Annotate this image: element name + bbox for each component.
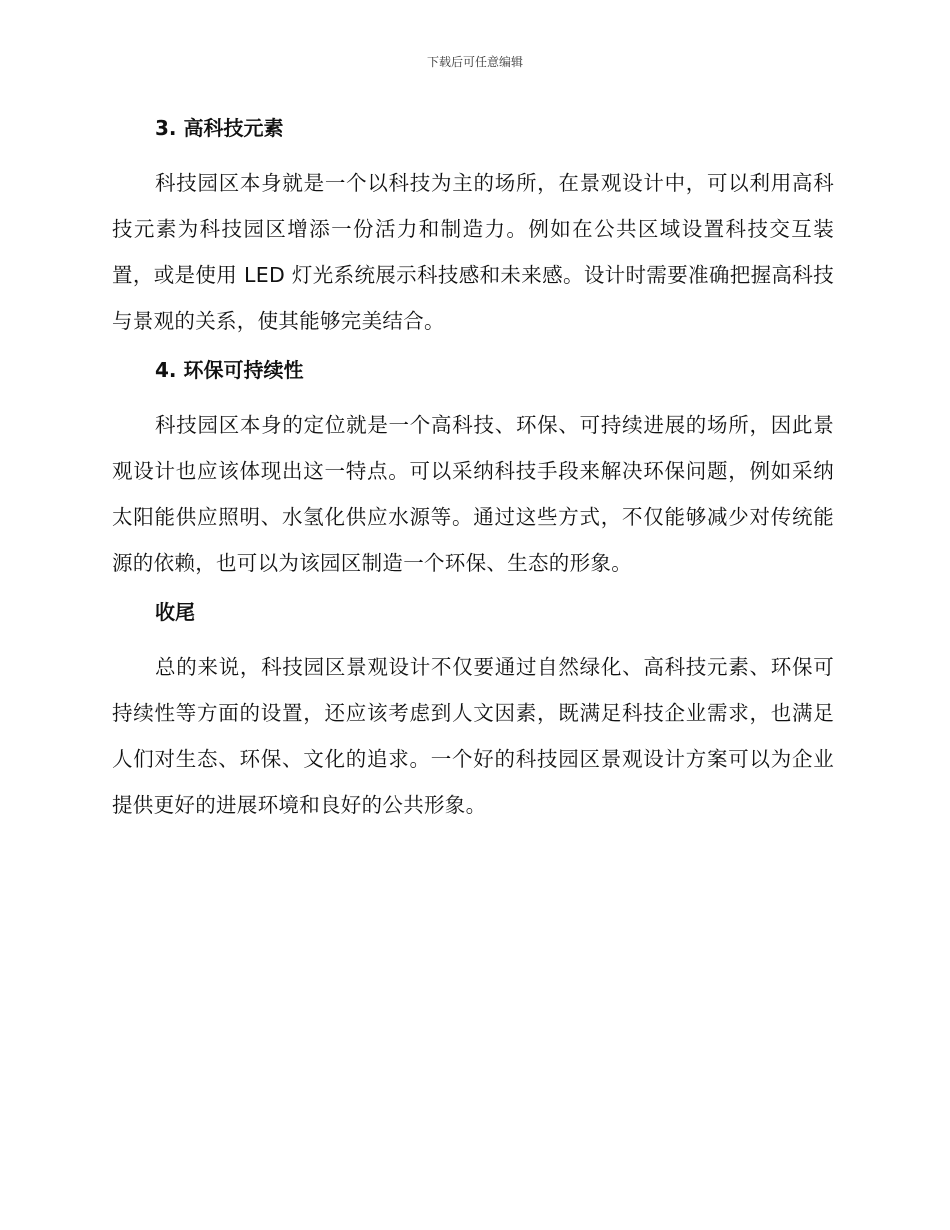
section-sustainability: [112, 354, 834, 586]
section-paragraph: 总的来说，科技园区景观设计不仅要通过自然绿化、高科技元素、环保可持续性等方面的设置，还应该考虑到人文因素，既满足科技企业需求，也满足人们对生态、环保、文化的追求。一个好的科技园区景观设计方案可以为企业提供更好的进展环境和良好的公共形象。: [112, 655, 834, 817]
section-conclusion: [112, 596, 834, 828]
section-heading: 收尾: [155, 600, 195, 624]
document-body: [112, 112, 834, 828]
section-heading: 3. 高科技元素: [155, 116, 284, 140]
section-heading: 4. 环保可持续性: [155, 358, 304, 382]
page-header-note: 下载后可任意编辑: [426, 55, 523, 69]
section-paragraph: 科技园区本身就是一个以科技为主的场所，在景观设计中，可以利用高科技元素为科技园区增添一份活力和制造力。例如在公共区域设置科技交互装置，或是使用 LED 灯光系统展示科技感和未来感。设计时需要准确把握高科技与景观的关系，使其能够完美结合。: [112, 171, 834, 333]
section-high-tech: [112, 112, 834, 344]
section-paragraph: 科技园区本身的定位就是一个高科技、环保、可持续进展的场所，因此景观设计也应该体现出这一特点。可以采纳科技手段来解决环保问题，例如采纳太阳能供应照明、水氢化供应水源等。通过这些方式，不仅能够减少对传统能源的依赖，也可以为该园区制造一个环保、生态的形象。: [112, 413, 834, 575]
